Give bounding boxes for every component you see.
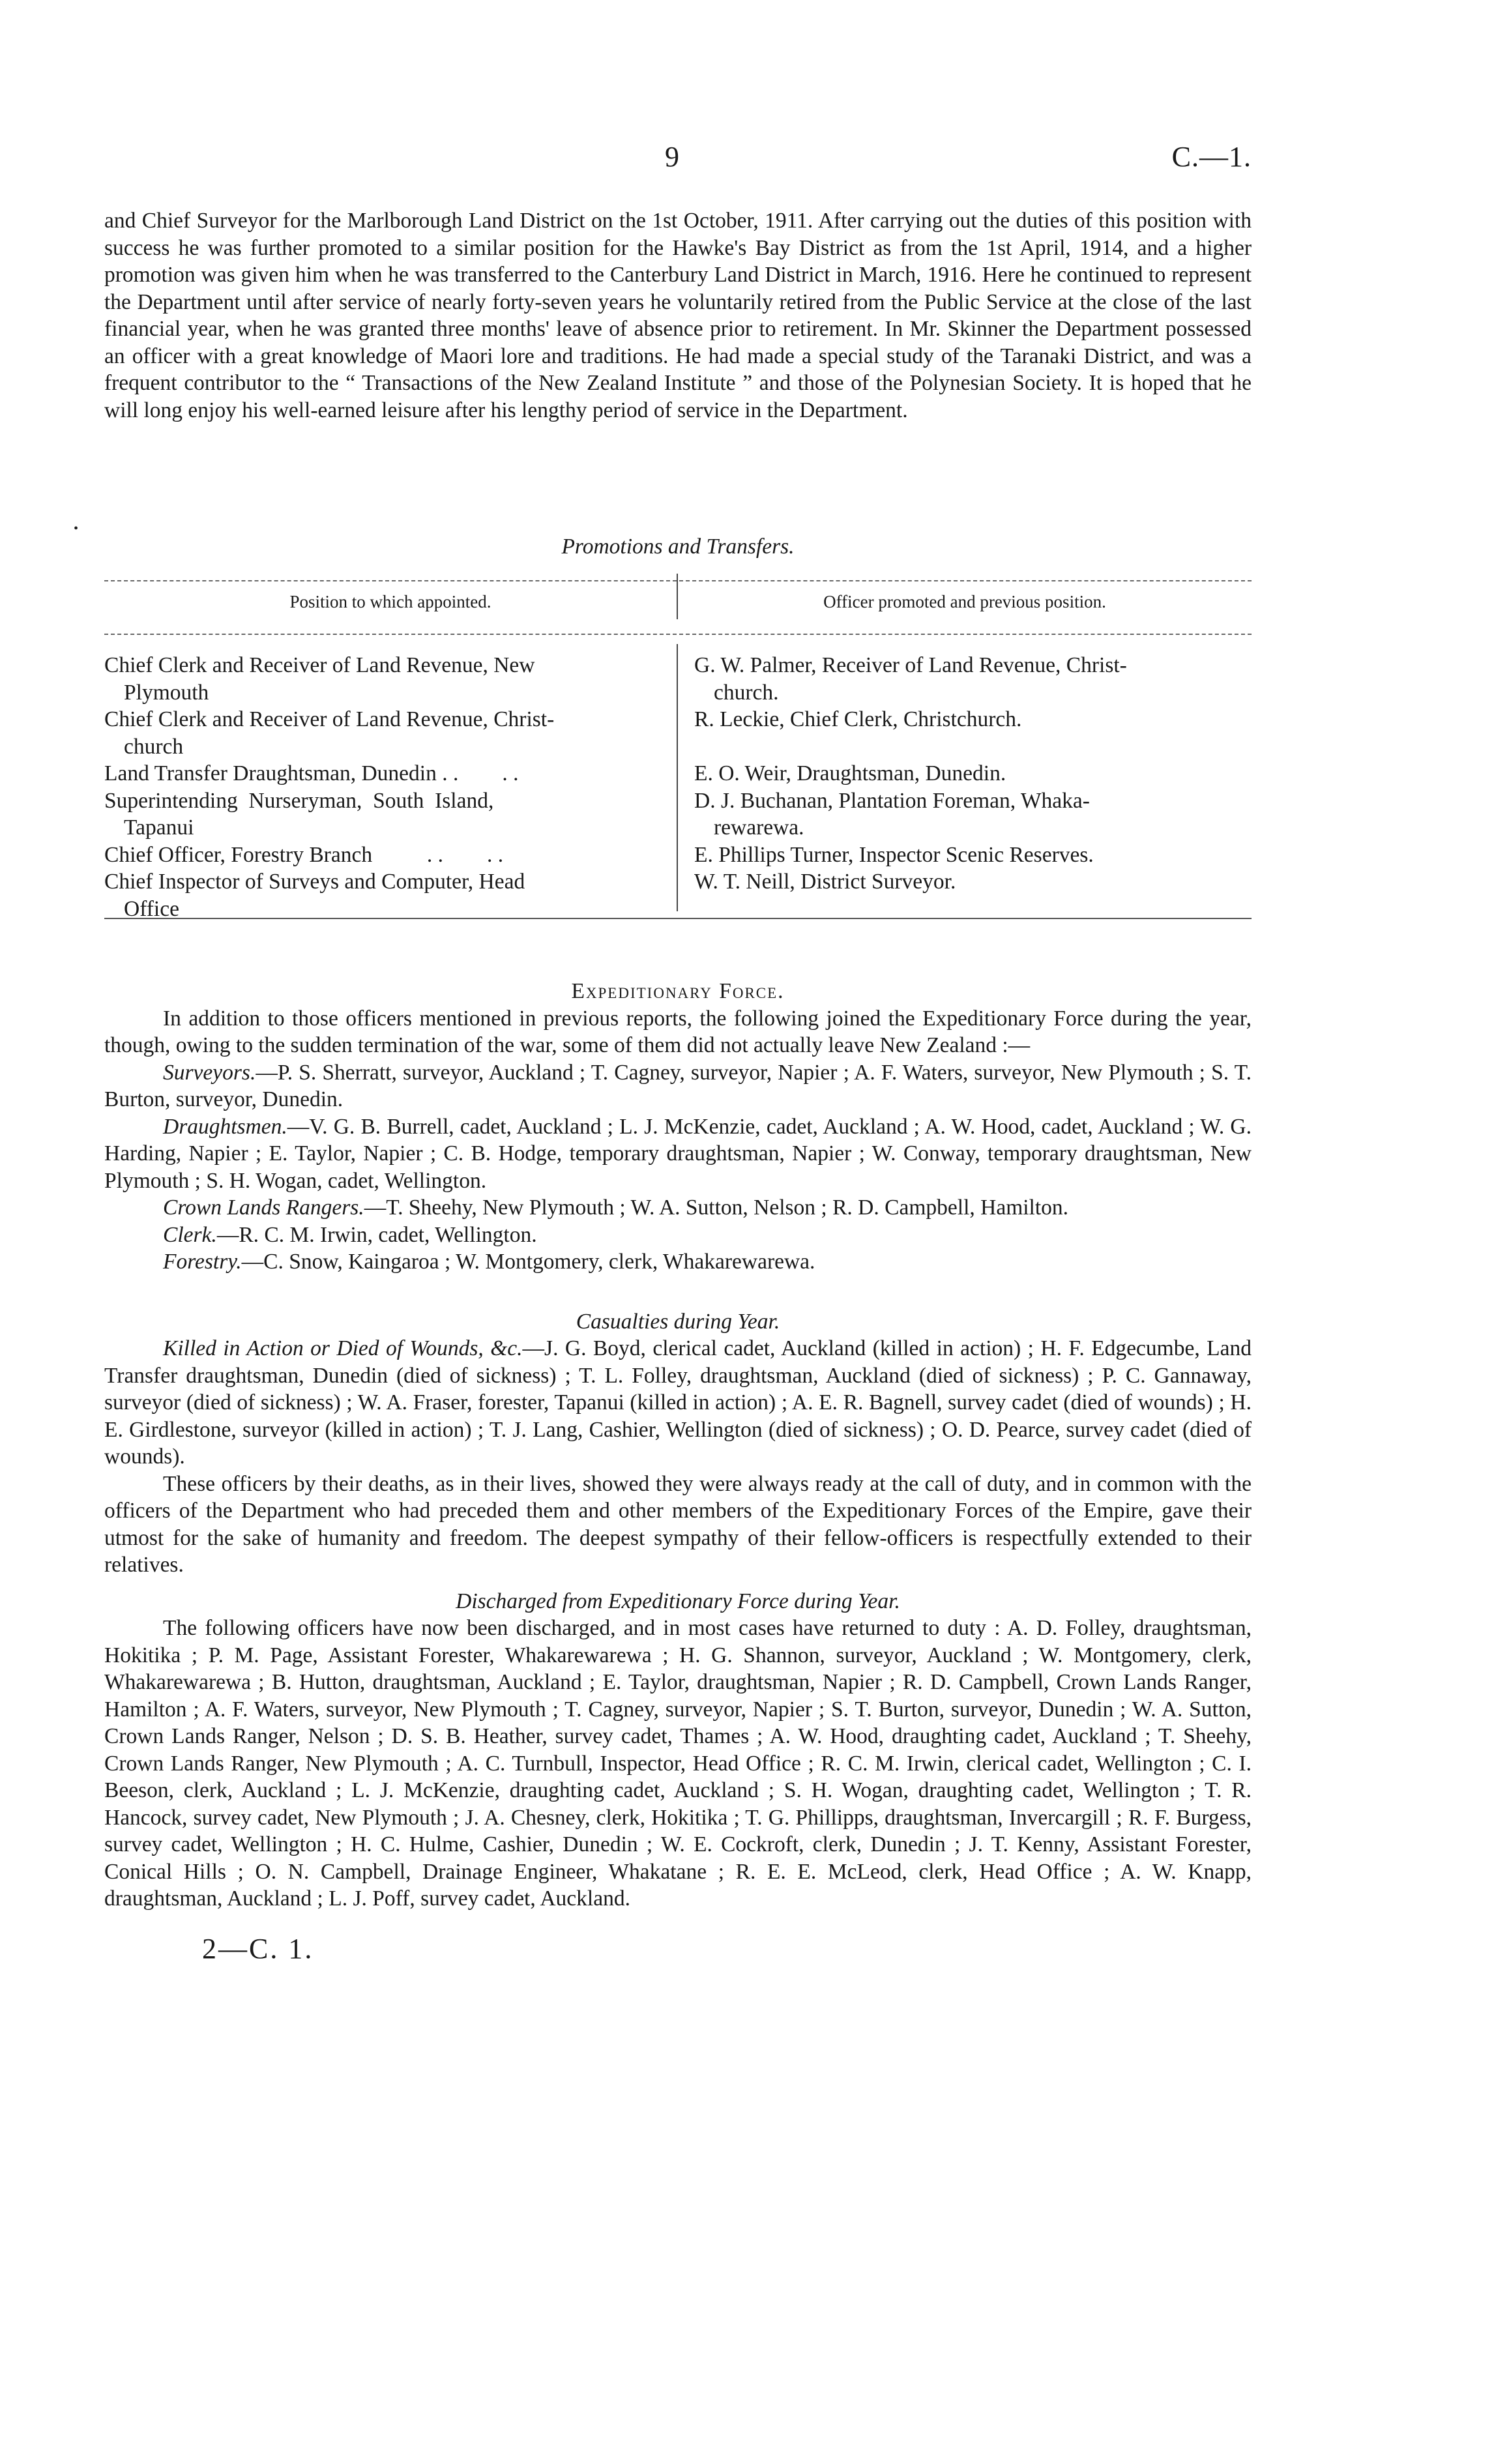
expeditionary-intro: In addition to those officers mentioned in previous reports, the following joined the Expeditionary Force during the year, though, owing to the sudden termination of the war, some of them did not actually leave New Zealand :— bbox=[104, 1006, 1252, 1057]
table-row: Chief Clerk and Receiver of Land Revenue, New Plymouth bbox=[104, 653, 535, 705]
col-header-officer: Officer promoted and previous position. bbox=[823, 592, 1106, 611]
table-row: R. Leckie, Chief Clerk, Christchurch. bbox=[694, 707, 1022, 731]
table-row: Superintending Nurseryman, South Island, Tapanui bbox=[104, 788, 494, 840]
stray-mark: • bbox=[74, 521, 79, 536]
table-bottom-rule bbox=[104, 918, 1252, 919]
casualties-list: Killed in Action or Died of Wounds, &c.—J. G. Boyd, clerical cadet, Auckland (killed in action) ; H. F. Edgecumbe, Land Transfer draughtsman, Dunedin (died of sickness) ; T. L. Folley, draughtsman, Auckland (died of sickness) ; P. C. Gannaway, surveyor (died of sickness) ; W. A. Fraser, forester, Tapanui (killed in action) ; A. E. R. Bagnell, survey cadet (died of wounds) ; H. E. Girdlestone, surveyor (killed in action) ; T. J. Lang, Cashier, Wellington (died of sickness) ; O. D. Pearce, survey cadet (died of wounds). bbox=[104, 1336, 1252, 1469]
header-bottom-rule bbox=[104, 634, 1252, 635]
page-number: 9 bbox=[665, 141, 679, 173]
table-row: G. W. Palmer, Receiver of Land Revenue, Christ- church. bbox=[694, 653, 1127, 705]
expeditionary-group: Clerk.—R. C. M. Irwin, cadet, Wellington. bbox=[163, 1222, 537, 1247]
casualties-tribute: These officers by their deaths, as in their lives, showed they were always ready at the call of duty, and in common with the officers of the Department who had preceded them and other members of the Expeditionary Forces of the Empire, gave their utmost for the sake of humanity and freedom. The deepest sympathy of their fellow-officers is respectfully extended to their relatives. bbox=[104, 1471, 1252, 1577]
expeditionary-section bbox=[104, 978, 1252, 1965]
discharged-list: The following officers have now been discharged, and in most cases have returned to duty : A. D. Folley, draughtsman, Hokitika ; P. M. Page, Assistant Forester, Whakarewarewa ; H. G. Shannon, surveyor, Auckland ; W. Montgomery, clerk, Whakarewarewa ; B. Hutton, draughtsman, Auckland ; E. Taylor, draughtsman, Napier ; R. D. Campbell, Crown Lands Ranger, Hamilton ; A. F. Waters, surveyor, New Plymouth ; T. Cagney, surveyor, Napier ; S. T. Burton, surveyor, Dunedin ; W. A. Sutton, Crown Lands Ranger, Nelson ; D. S. B. Heather, survey cadet, Thames ; A. W. Hood, draughting cadet, Auckland ; T. Sheehy, Crown Lands Ranger, New Plymouth ; A. C. Turnbull, Inspector, Head Office ; R. C. M. Irwin, clerical cadet, Wellington ; C. I. Beeson, clerk, Auckland ; L. J. McKenzie, draughting cadet, Auckland ; S. H. Wogan, draughting cadet, Wellington ; T. R. Hancock, survey cadet, New Plymouth ; J. A. Chesney, clerk, Hokitika ; T. G. Phillipps, draughtsman, Invercargill ; R. F. Burgess, survey cadet, Wellington ; H. C. Hulme, Cashier, Dunedin ; W. E. Cockroft, clerk, Dunedin ; J. T. Kenny, Assistant Forester, Conical Hills ; O. N. Campbell, Drainage Engineer, Whakatane ; R. E. E. McLeod, clerk, Head Office ; A. W. Knapp, draughtsman, Auckland ; L. J. Poff, survey cadet, Auckland. bbox=[104, 1616, 1252, 1911]
table-row: E. O. Weir, Draughtsman, Dunedin. bbox=[694, 761, 1006, 785]
table-row: Land Transfer Draughtsman, Dunedin . . . . bbox=[104, 761, 519, 785]
col-header-position: Position to which appointed. bbox=[289, 592, 491, 611]
table-top-rule bbox=[104, 580, 1252, 581]
officer-column bbox=[694, 652, 1252, 896]
position-column bbox=[104, 652, 671, 922]
intro-section bbox=[104, 207, 1252, 424]
discharged-title: Discharged from Expeditionary Force during Year. bbox=[456, 1589, 900, 1613]
table-row: D. J. Buchanan, Plantation Foreman, Whaka- rewarewa. bbox=[694, 788, 1090, 840]
signature-mark: 2—C. 1. bbox=[202, 1932, 314, 1965]
table-row: W. T. Neill, District Surveyor. bbox=[694, 870, 956, 894]
casualties-title: Casualties during Year. bbox=[576, 1309, 780, 1334]
table-row: Chief Clerk and Receiver of Land Revenue, Christ- church bbox=[104, 707, 555, 759]
body-divider bbox=[677, 644, 678, 911]
promotions-title: Promotions and Transfers. bbox=[561, 535, 795, 559]
document-reference: C.—1. bbox=[1171, 141, 1252, 173]
table-row: E. Phillips Turner, Inspector Scenic Reserves. bbox=[694, 842, 1094, 867]
expeditionary-group: Forestry.—C. Snow, Kaingaroa ; W. Montgomery, clerk, Whakarewarewa. bbox=[163, 1250, 815, 1274]
expeditionary-group: Crown Lands Rangers.—T. Sheehy, New Plymouth ; W. A. Sutton, Nelson ; R. D. Campbell, Hamilton. bbox=[163, 1195, 1069, 1220]
expeditionary-title: Expeditionary Force. bbox=[571, 979, 785, 1003]
intro-paragraph: and Chief Surveyor for the Marlborough Land District on the 1st October, 1911. After carrying out the duties of this position with success he was further promoted to a similar position for the Hawke's Bay District as from the 1st April, 1914, and a higher promotion was given him when he was transferred to the Canterbury Land District in March, 1916. Here he continued to represent the Department until after service of nearly forty-seven years he voluntarily retired from the Public Service at the close of the last financial year, when he was granted three months' leave of absence prior to retirement. In Mr. Skinner the Department possessed an officer with a great knowledge of Maori lore and traditions. He had made a special study of the Taranaki District, and was a frequent contributor to the “ Transactions of the New Zealand Institute ” and those of the Polynesian Society. It is hoped that he will long enjoy his well-earned leisure after his lengthy period of service in the Department. bbox=[104, 209, 1252, 422]
expeditionary-group: Draughtsmen.—V. G. B. Burrell, cadet, Auckland ; L. J. McKenzie, cadet, Auckland ; A. W. Hood, cadet, Auckland ; W. G. Harding, Napier ; E. Taylor, Napier ; C. B. Hodge, temporary draughtsman, Napier ; W. Conway, temporary draughtsman, New Plymouth ; S. H. Wogan, cadet, Wellington. bbox=[104, 1114, 1252, 1193]
expeditionary-group: Surveyors.—P. S. Sherratt, surveyor, Auckland ; T. Cagney, surveyor, Napier ; A. F. Waters, surveyor, New Plymouth ; S. T. Burton, surveyor, Dunedin. bbox=[104, 1060, 1252, 1111]
table-row: Chief Officer, Forestry Branch . . . . bbox=[104, 842, 504, 867]
table-row: Chief Inspector of Surveys and Computer, Head Office bbox=[104, 870, 525, 921]
